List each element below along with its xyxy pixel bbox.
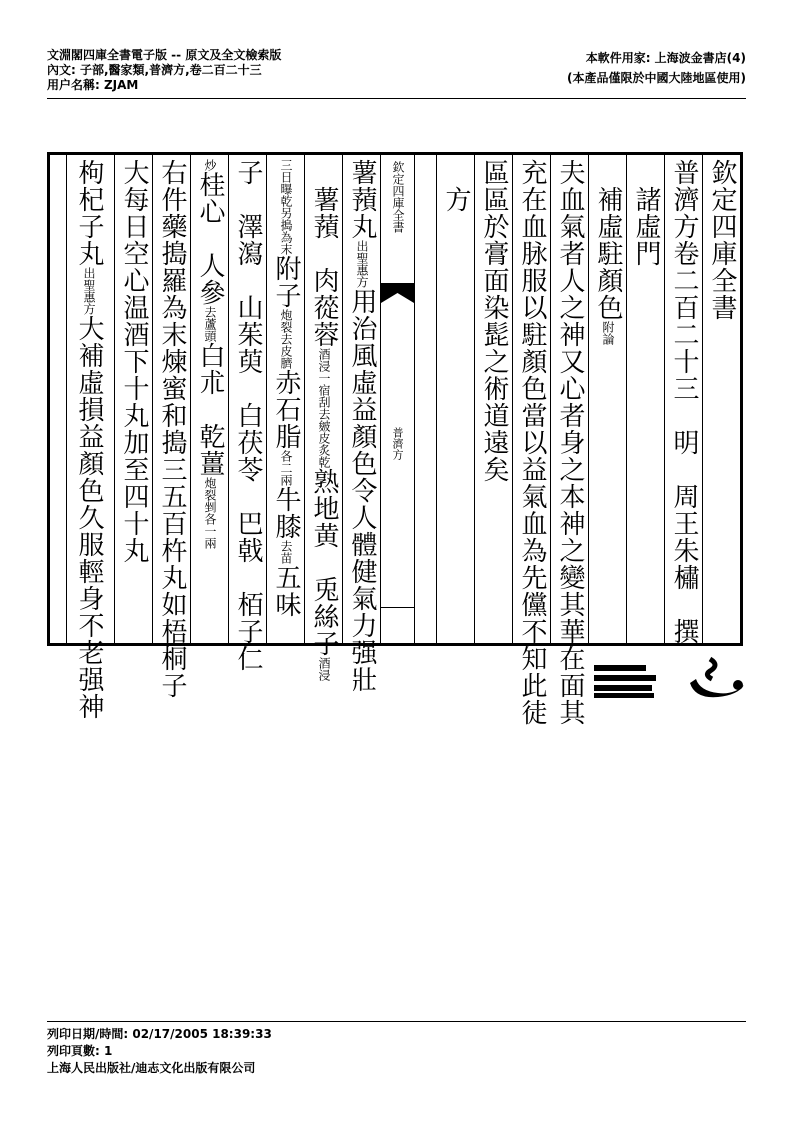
header-title: 文淵閣四庫全書電子版 -- 原文及全文檢索版 <box>47 48 282 62</box>
formula-name: 薯蕷丸 <box>347 159 377 240</box>
annotation: 去苗 <box>279 540 293 564</box>
column-5 <box>550 155 588 726</box>
text-line: 充在血脉服以駐顏色當以益氣血為先儻不知此徒 <box>517 159 547 726</box>
header-left <box>47 48 281 93</box>
column-15 <box>114 155 152 643</box>
column-8 <box>436 155 474 643</box>
annotation: 酒浸一宿刮去皴皮炙乾 <box>317 348 331 468</box>
formula-name: 枸杞子丸 <box>74 159 104 267</box>
column-10 <box>304 155 342 681</box>
header-region-note: (本產品僅限於中國大陸地區使用) <box>567 71 746 85</box>
annotation: 炮裂去皮臍 <box>279 309 293 369</box>
column-1 <box>702 155 740 643</box>
header-right <box>567 48 746 88</box>
ingredient: 薯蕷 肉蓯蓉 <box>309 159 339 348</box>
center-volume-name: 普濟方 <box>391 427 404 460</box>
page-frame <box>47 152 743 726</box>
print-page-count: 列印頁數: 1 <box>47 1044 113 1058</box>
annotation: 炮裂剉各一兩 <box>203 477 217 549</box>
annotation: 出聖惠方 <box>355 240 369 288</box>
column-16 <box>66 155 114 720</box>
header-rule <box>47 98 746 99</box>
ingredient: 牛膝 <box>271 486 301 540</box>
publisher-credit: 上海人民出版社/迪志文化出版有限公司 <box>47 1061 256 1075</box>
center-divider <box>381 607 414 608</box>
text-line: 用治風虛益顏色令人體健氣力强壯 <box>347 288 377 693</box>
text-line: 右件藥搗羅為末煉蜜和搗三五百杵丸如梧桐子 <box>157 159 187 699</box>
section-heading: 諸虛門 <box>631 159 661 267</box>
fish-tail-mark <box>381 283 414 303</box>
annotation: 三日曝乾另搗為末 <box>279 159 293 255</box>
column-4 <box>588 155 626 643</box>
footer-rule <box>47 1021 746 1022</box>
footer <box>47 1026 272 1077</box>
column-6 <box>512 155 550 726</box>
formula-heading: 方 <box>441 159 471 213</box>
column-7 <box>474 155 512 643</box>
center-book-title: 欽定四庫全書 <box>391 161 405 233</box>
column-3 <box>626 155 664 643</box>
text-line: 大每日空心温酒下十丸加至四十丸 <box>119 159 149 564</box>
column-9 <box>342 155 380 693</box>
annotation: 炒 <box>203 159 217 171</box>
ingredient: 熟地黄 兎絲子 <box>309 468 339 657</box>
ingredient: 五味 <box>271 564 301 618</box>
column-2 <box>664 155 702 643</box>
publisher-logo <box>590 655 750 705</box>
volume-title: 普濟方卷二百二十三 明 周王朱橚 撰 <box>669 159 699 645</box>
header-username: 用户名稱: ZJAM <box>47 78 139 92</box>
text-line: 大補虛損益顏色久服輕身不老强神 <box>74 315 104 720</box>
header-content-path: 內文: 子部,醫家類,普濟方,卷二百二十三 <box>47 63 262 77</box>
ingredient: 白朮 乾薑 <box>195 342 225 477</box>
column-14 <box>152 155 190 699</box>
ingredient: 赤石脂 <box>271 369 301 450</box>
subsection-heading: 補虛駐顏色 <box>593 159 623 321</box>
column-13 <box>190 155 228 643</box>
ingredient: 桂心 人參 <box>195 171 225 306</box>
print-datetime: 列印日期/時間: 02/17/2005 18:39:33 <box>47 1027 272 1041</box>
annotation: 酒浸 <box>317 657 331 681</box>
book-title: 欽定四庫全書 <box>707 159 737 321</box>
column-12 <box>228 155 266 672</box>
annotation: 出聖惠方 <box>82 267 96 315</box>
annotation: 附論 <box>601 321 615 345</box>
annotation: 去蘆頭 <box>203 306 217 342</box>
annotation: 各二兩 <box>279 450 293 486</box>
column-11 <box>266 155 304 643</box>
text-line: 夫血氣者人之神又心者身之本神之變其華在面其 <box>555 159 585 726</box>
ingredient: 附子 <box>271 255 301 309</box>
center-column <box>380 155 415 643</box>
ingredient-line: 子 澤瀉 山茱萸 白茯苓 巴戟 栢子仁 <box>233 159 263 672</box>
header-licensee: 本軟件用家: 上海波金書店(4) <box>585 51 746 65</box>
text-line: 區區於膏面染髭之術道遠矣 <box>479 159 509 483</box>
